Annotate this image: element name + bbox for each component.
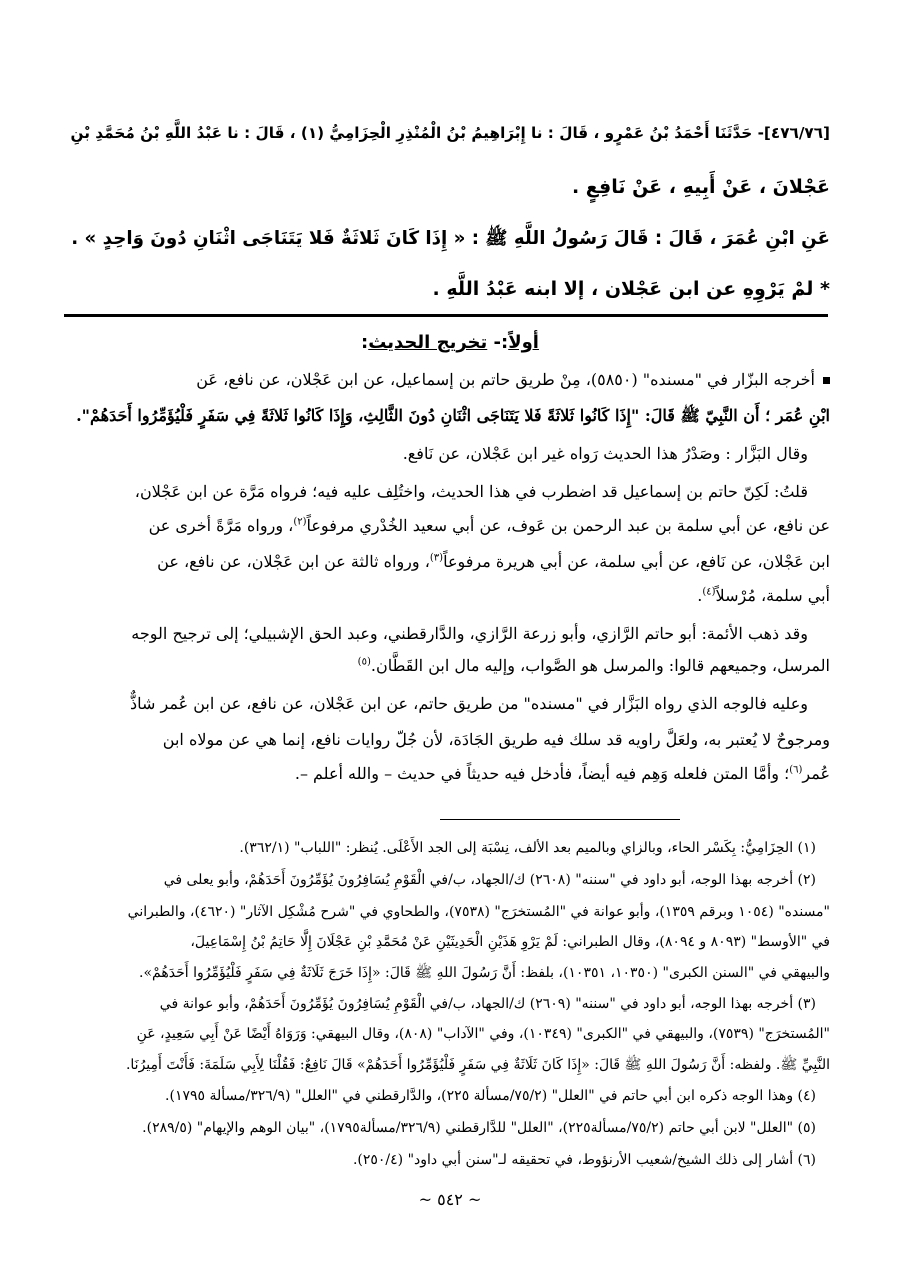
footnote-1: (١) الحِزَامِيُّ: بِكَسْر الحاء، وبالزاي وبالميم بعد الألف، نِسْبَة إلى الجد الأَعْلَى. يُنظر: "اللباب" (٣٦٢/١). [239, 840, 816, 856]
body-p5-line-2: ومرجوحٌ لا يُعتبر به، ولعَلَّ راويه قد سلك فيه طريق الجَادَة، لأن جُلّ روايات نافع، إنما هي عن مولاه ابن [162, 730, 830, 749]
body-p5-line-3b: ؛ وأمَّا المتن فلعله وَهِم فيه أيضاً، فأدخل فيه حديثاً في حديث – والله أعلم –. [294, 764, 790, 783]
body-p3-line-3a: ابن عَجْلان، عن نَافع، عن أبي سلمة، عن أبي هريرة مرفوعاً [443, 552, 830, 571]
footnote-ref-5[interactable]: (٥) [357, 656, 371, 668]
body-p5-line-1: وعليه فالوجه الذي رواه البَزَّار في "مسنده" من طريق حاتم، عن ابن عَجْلان، عن نافع، عن ابن عُمر شاذٌّ [130, 694, 808, 713]
body-p3-line-3b: ، ورواه ثالثة عن ابن عَجْلان، عن نافع، عن [157, 552, 430, 571]
bullet-icon [823, 377, 830, 384]
footnote-ref-4[interactable]: (٤) [702, 586, 716, 598]
hadith-matn-line: عَنِ ابْنِ عُمَرَ ، قَالَ : قَالَ رَسُولُ اللَّهِ ﷺ : « إِذَا كَانَ ثَلاثَةٌ فَلا يَتَنَاجَى اثْنَانِ دُونَ وَاحِدٍ » . [71, 228, 830, 249]
footnote-5: (٥) "العلل" لابن أبي حاتم (٧٥/٢/مسألة٢٢٥)، "العلل" للدَّارقطني (٣٢٦/٩/مسألة١٧٩٥)، "بيان الوهم والإيهام" (٢٨٩/٥). [142, 1120, 816, 1136]
body-p5-line-3a: عُمر [802, 764, 830, 783]
body-p5-line-3 [68, 764, 830, 783]
footnote-4: (٤) وهذا الوجه ذكره ابن أبي حاتم في "العلل" (٧٥/٢/مسألة ٢٢٥)، والدَّارقطني في "العلل" (٣٢٦/٩/مسألة ١٧٩٥). [165, 1088, 816, 1104]
footnote-2-line-3: في "الأوسط" (٨٠٩٣ و ٨٠٩٤)، وقال الطبراني: لَمْ يَرْوِ هَذَيْنِ الْحَدِيثَيْنِ عَنْ مُحَمَّدِ بْنِ عَجْلَانَ إِلَّا حَاتِمُ بْنُ إِسْمَاعِيلَ، [190, 934, 830, 950]
footnote-3-line-2: "المُستخرَج" (٧٥٣٩)، والبيهقي في "الكبرى" (١٠٣٤٩)، وفي "الآداب" (٨٠٨)، وقال البيهقي: وَرَوَاهُ أَيْضًا عَنْ أَبِي سَعِيدٍ، عَنِ [136, 1026, 830, 1042]
hadith-isnad-line-2: عَجْلانَ ، عَنْ أَبِيهِ ، عَنْ نَافِعٍ . [571, 176, 830, 198]
footnote-3-line-3: النَّبِيِّ ﷺ. ولفظه: أَنَّ رَسُولَ اللهِ ﷺ قَالَ: «إِذَا كَانَ ثَلَاثَةٌ فِي سَفَرٍ فَلْيُؤَمِّرُوا أَحَدَهُمْ» قَالَ نَافِعٌ: فَقُلْنَا لِأَبِي سَلَمَةَ: فَأَنْتَ أَمِيرُنَا. [125, 1057, 830, 1073]
footnote-3-line-1: (٣) أخرجه بهذا الوجه، أبو داود في "سننه" (٢٦٠٩) ك/الجهاد، ب/في الْقَوْمِ يُسَافِرُونَ يُؤَمِّرُونَ أَحَدَهُمْ، وأبو عوانة في [159, 996, 816, 1012]
footnote-ref-6[interactable]: (٦) [789, 764, 803, 776]
footnote-divider [440, 819, 680, 820]
hadith-note-line: * لمْ يَرْوِهِ عن ابن عَجْلان ، إلا ابنه عَبْدُ اللَّهِ . [432, 278, 830, 300]
hadith-isnad-line-1: [٤٧٦/٧٦]- حَدَّثَنَا أَحْمَدُ بْنُ عَمْرٍو ، قَالَ : نا إِبْرَاهِيمُ بْنُ الْمُنْذِرِ الْحِزَامِيُّ (١) ، قَالَ : نا عَبْدُ اللَّهِ بْنُ مُحَمَّدِ بْنِ [70, 124, 830, 142]
body-p3-line-4a: أبي سلمة، مُرْسلاً [715, 586, 830, 605]
body-p3-line-2 [68, 516, 830, 535]
footnote-6: (٦) أشار إلى ذلك الشيخ/شعيب الأرنؤوط، في تحقيقه لـ"سنن أبي داود" (٢٥٠/٤). [352, 1152, 816, 1168]
body-p4-line-1: وقد ذهب الأئمة: أبو حاتم الرَّازي، وأبو زرعة الرَّازي، والدَّارقطني، وعبد الحق الإشبيلي؛ إلى ترجيح الوجه [131, 624, 808, 643]
body-p3-line-2b: ، ورواه مَرَّةً أخرى عن [148, 516, 294, 535]
body-p4-line-2 [68, 656, 830, 675]
body-p1-line-2: ابْنِ عُمَر ؛ أَن النَّبِيّ ﷺ قَالَ: "إِذَا كَانُوا ثَلاثَةً فَلا يَتَنَاجَى اثْنَانِ دُونَ الثَّالِثِ، وَإِذَا كَانُوا ثَلاثَةً فِي سَفَرٍ فَلْيُؤَمِّرُوا أَحَدَهُمْ". [76, 406, 830, 425]
body-p1-line-1-text: أخرجه البزّار في "مسنده" (٥٨٥٠)، مِنْ طريق حاتم بن إسماعيل، عن ابن عَجْلان، عن نافع، عَن [196, 370, 815, 389]
section-title [0, 332, 900, 353]
body-p3-line-1: قلتُ: لَكِنّ حاتم بن إسماعيل قد اضطرب في هذا الحديث، واختُلِف عليه فيه؛ فرواه مَرَّة عن ابن عَجْلان، [134, 482, 808, 501]
footnote-ref-2[interactable]: (٢) [293, 516, 307, 528]
body-p2-line-1: وقال البَزَّار : وصَدْرُ هذا الحديث رَواه غير ابن عَجْلان، عن نَافع. [402, 444, 808, 463]
body-p3-line-4 [68, 586, 830, 605]
section-title-colon: : [361, 332, 369, 353]
section-title-sep: :- [487, 332, 509, 353]
body-p3-line-2a: عن نافع، عن أبي سلمة بن عبد الرحمن بن عَوف، عن أبي سعيد الخُدْري مرفوعاً [306, 516, 830, 535]
section-divider [64, 314, 828, 317]
footnote-2-line-2: "مسنده" (١٠٥٤ وبرقم ١٣٥٩)، وأبو عوانة في "المُستخرَج" (٧٥٣٨)، والطحاوي في "شرح مُشْكِل الآثار" (٤٦٢٠)، والطبراني [127, 904, 830, 920]
footnote-2-line-4: والبيهقي في "السنن الكبرى" (١٠٣٥٠، ١٠٣٥١)، بلفظ: أَنَّ رَسُولَ اللهِ ﷺ قَالَ: «إِذَا خَرَجَ ثَلَاثَةٌ فِي سَفَرٍ فَلْيُؤَمِّرُوا أَحَدَهُمْ». [139, 965, 830, 981]
footnote-2-line-1: (٢) أخرجه بهذا الوجه، أبو داود في "سننه" (٢٦٠٨) ك/الجهاد، ب/في الْقَوْمِ يُسَافِرُونَ يُؤَمِّرُونَ أَحَدَهُمْ، وأبو يعلى في [163, 872, 816, 888]
body-p1-line-1 [68, 370, 830, 389]
body-p3-line-4b: . [697, 586, 703, 605]
section-title-main: أولاً [508, 332, 539, 353]
footnote-ref-3[interactable]: (٣) [429, 552, 444, 564]
body-p3-line-3 [68, 552, 830, 571]
page-number: ~ ٥٤٢ ~ [418, 1190, 482, 1209]
body-p4-line-2a: المرسل، وجميعهم قالوا: والمرسل هو الصَّواب، وإليه مال ابن القَطَّان. [370, 656, 830, 675]
section-title-sub: تخريج الحديث [368, 332, 488, 353]
